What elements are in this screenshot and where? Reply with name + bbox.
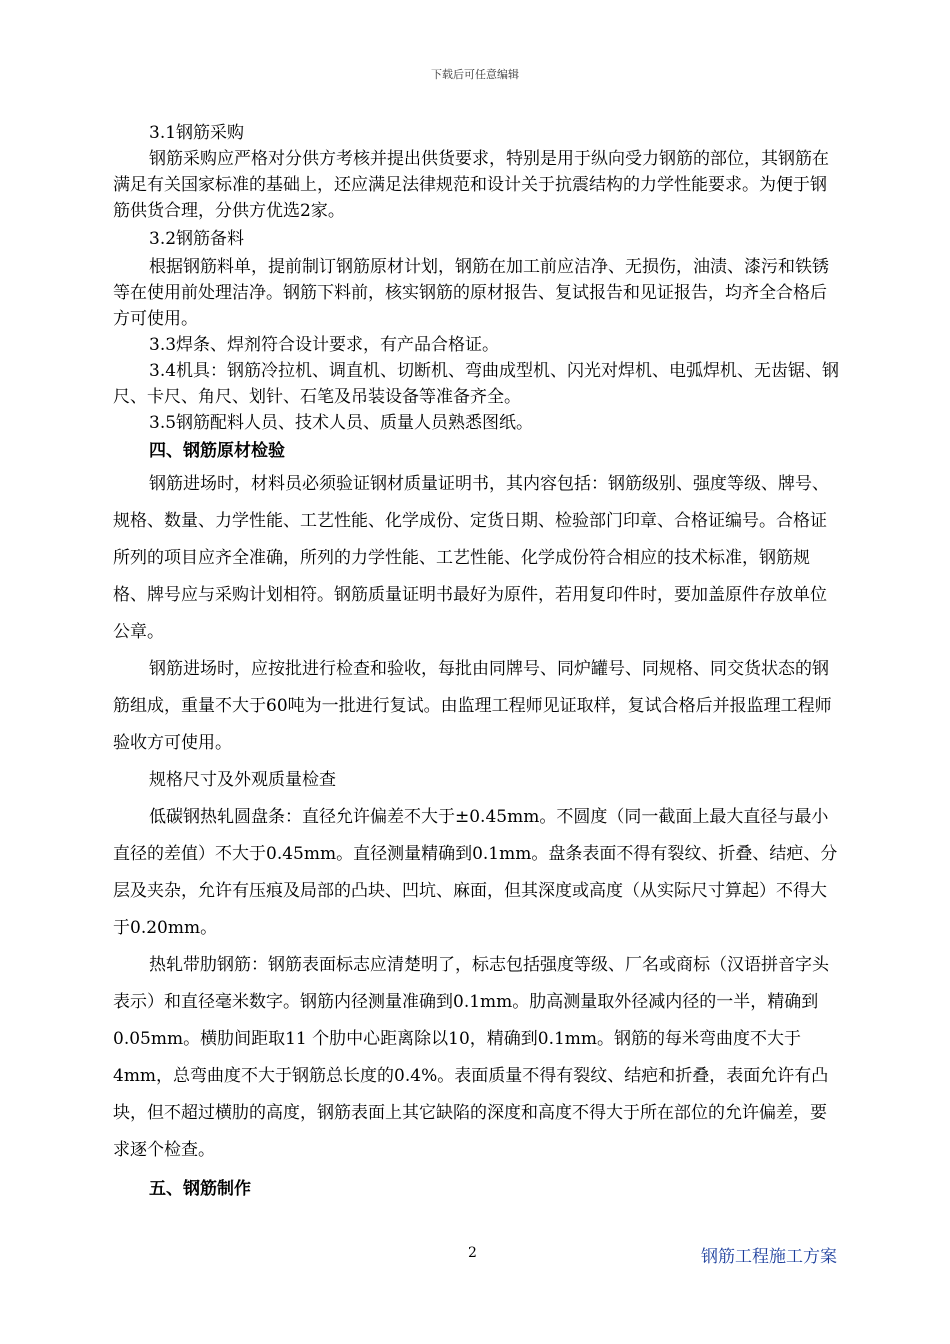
paragraph-wire-rod: 低碳钢热轧圆盘条：直径允许偏差不大于±0.45mm。不圆度（同一截面上最大直径与最小直径的差值）不大于0.45mm。直径测量精确到0.1mm。盘条表面不得有裂纹、折叠、结疤、分层及夹杂，允许有压痕及局部的凸块、凹坑、麻面，但其深度或高度（从实际尺寸算起）不得大于0.20mm。 <box>113 807 838 938</box>
section-3-1-heading: 3.1钢筋采购 <box>149 123 245 143</box>
section-3-4: 3.4机具：钢筋冷拉机、调直机、切断机、弯曲成型机、闪光对焊机、电弧焊机、无齿锯、钢尺、卡尺、角尺、划针、石笔及吊装设备等准备齐全。 <box>113 361 840 407</box>
section-3-2-heading: 3.2钢筋备料 <box>149 229 245 249</box>
paragraph-procurement: 钢筋采购应严格对分供方考核并提出供货要求，特别是用于纵向受力钢筋的部位，其钢筋在满足有关国家标准的基础上，还应满足法律规范和设计关于抗震结构的力学性能要求。为便于钢筋供货合理，分供方优选2家。 <box>113 149 829 221</box>
page-number: 2 <box>468 1245 477 1261</box>
paragraph-batch-inspection: 钢筋进场时，应按批进行检查和验收，每批由同牌号、同炉罐号、同规格、同交货状态的钢筋组成，重量不大于60吨为一批进行复试。由监理工程师见证取样，复试合格后并报监理工程师验收方可使用。 <box>113 659 832 753</box>
section-3-5: 3.5钢筋配料人员、技术人员、质量人员熟悉图纸。 <box>149 413 534 433</box>
paragraph-material-prep: 根据钢筋料单，提前制订钢筋原材计划，钢筋在加工前应洁净、无损伤，油渍、漆污和铁锈等在使用前处理洁净。钢筋下料前，核实钢筋的原材报告、复试报告和见证报告，均齐全合格后方可使用。 <box>113 257 829 329</box>
subheading-dimension-check: 规格尺寸及外观质量检查 <box>149 770 336 790</box>
paragraph-certificate: 钢筋进场时，材料员必须验证钢材质量证明书，其内容包括：钢筋级别、强度等级、牌号、规格、数量、力学性能、工艺性能、化学成份、定货日期、检验部门印章、合格证编号。合格证所列的项目应齐全准确，所列的力学性能、工艺性能、化学成份符合相应的技术标准，钢筋规格、牌号应与采购计划相符。钢筋质量证明书最好为原件，若用复印件时，要加盖原件存放单位公章。 <box>113 474 829 642</box>
section-3-3: 3.3焊条、焊剂符合设计要求，有产品合格证。 <box>149 335 500 355</box>
document-body <box>113 120 840 1208</box>
section-4-heading: 四、钢筋原材检验 <box>149 441 285 461</box>
page-header: 下载后可任意编辑 <box>431 68 519 81</box>
footer-doc-title: 钢筋工程施工方案 <box>701 1247 837 1267</box>
paragraph-ribbed-bar: 热轧带肋钢筋：钢筋表面标志应清楚明了，标志包括强度等级、厂名或商标（汉语拼音字头表示）和直径毫米数字。钢筋内径测量准确到0.1mm。肋高测量取外径减内径的一半，精确到0.05mm。横肋间距取11 个肋中心距离除以10，精确到0.1mm。钢筋的每米弯曲度不大于4mm，总弯曲度不大于钢筋总长度的0.4%。表面质量不得有裂纹、结疤和折叠，表面允许有凸块，但不超过横肋的高度，钢筋表面上其它缺陷的深度和高度不得大于所在部位的允许偏差，要求逐个检查。 <box>113 955 829 1160</box>
section-5-heading: 五、钢筋制作 <box>149 1179 251 1199</box>
